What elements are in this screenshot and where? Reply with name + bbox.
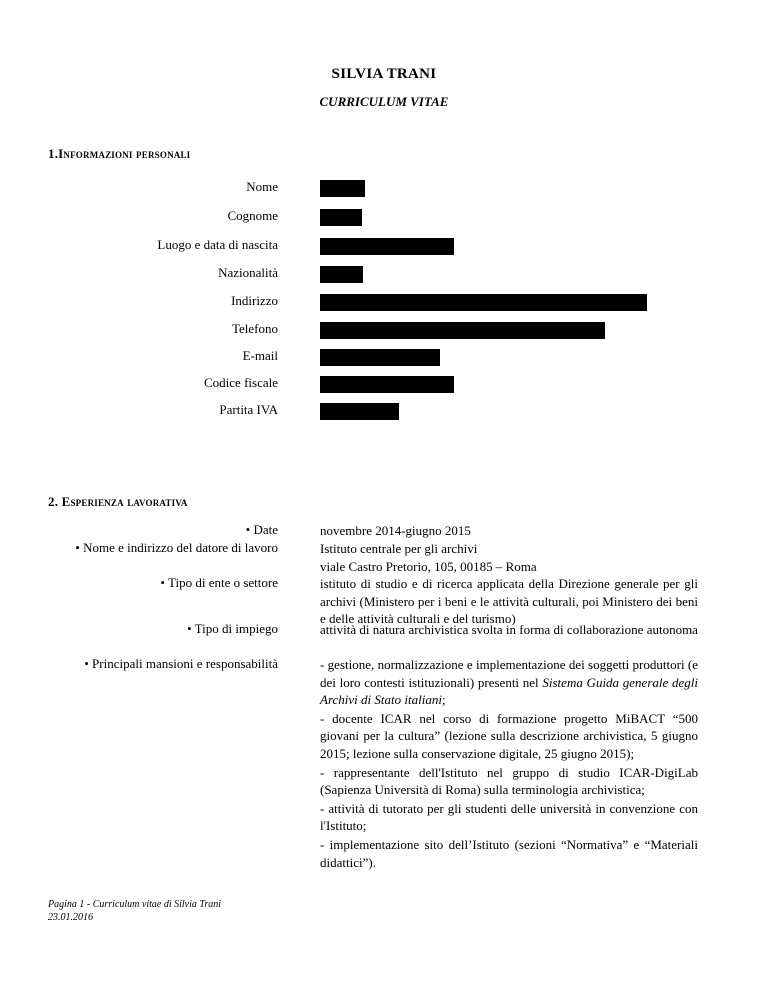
field-label: Nome [246,179,278,194]
field-label: Indirizzo [231,293,278,308]
section-personal-heading: 1.Informazioni personali [48,146,191,161]
value-employer-address: viale Castro Pretorio, 105, 00185 – Roma [320,559,537,574]
value-job-type: attività di natura archivistica svolta in forma di collaborazione autonoma [320,622,698,637]
field-label: Cognome [227,208,278,223]
redaction-bar [320,403,399,420]
field-label: Luogo e data di nascita [157,237,278,252]
field-label: Telefono [231,321,278,336]
label-duties: • Principali mansioni e responsabilità [84,656,278,671]
redaction-bar [320,238,454,255]
field-row-indirizzo [0,293,768,313]
redaction-bar [320,209,362,226]
field-row-cognome [0,208,768,228]
field-row-nazionalita [0,265,768,285]
redaction-bar [320,376,454,393]
duties-list [320,656,698,872]
redaction-bar [320,266,363,283]
redaction-bar [320,180,365,197]
duty-text: - gestione, normalizzazione e implementazione dei soggetti produttori (e dei loro contesti istituzionali) presenti nel [320,657,698,690]
redaction-bar [320,349,440,366]
field-row-nome [0,179,768,199]
label-sector: • Tipo di ente o settore [160,575,278,590]
field-row-email [0,348,768,368]
value-sector: istituto di studio e di ricerca applicata della Direzione generale per gli archivi (Ministero per i beni e le attività culturali, poi Ministero dei beni e delle attività culturali e del turismo) [320,576,698,627]
footer-date: 23.01.2016 [48,912,93,923]
duty-item: - implementazione sito dell’Istituto (sezioni “Normativa” e “Materiali didattici”). [320,836,698,870]
field-label: Codice fiscale [204,375,278,390]
duty-end: ; [441,692,446,708]
field-label: E-mail [242,348,278,363]
label-job-type: • Tipo di impiego [187,621,278,636]
cv-subtitle: CURRICULUM VITAE [319,94,449,109]
field-row-codice-fiscale [0,375,768,395]
field-row-nascita [0,237,768,257]
duty-item: - docente ICAR nel corso di formazione progetto MiBACT “500 giovani per la cultura” (lezione sulla descrizione archivistica, 5 giugno 2015; lezione sulla conservazione digitale, 25 giugno 2015); [320,710,698,761]
field-label: Partita IVA [219,402,278,417]
field-label: Nazionalità [218,265,278,280]
duty-item: - rappresentante dell'Istituto nel gruppo di studio ICAR-DigiLab (Sapienza Università di Roma) sulla terminologia archivistica; [320,764,698,798]
duty-item [320,656,698,709]
duty-italic-title: Sistema Guida generale degli Archivi di Stato italiani [320,674,698,708]
value-date: novembre 2014-giugno 2015 [320,523,471,538]
duty-item: - attività di tutorato per gli studenti delle università in convenzione con l'Istituto; [320,800,698,834]
footer-page-info: Pagina 1 - Curriculum vitae di Silvia Trani [48,899,222,910]
value-employer-name: Istituto centrale per gli archivi [320,541,478,556]
field-row-partita-iva [0,402,768,422]
redaction-bar [320,322,605,339]
label-date: • Date [245,522,278,537]
section-experience-heading: 2. Esperienza lavorativa [48,494,188,509]
field-row-telefono [0,321,768,341]
page-footer [48,898,221,924]
cv-owner-name: SILVIA TRANI [331,66,437,82]
redaction-bar [320,294,647,311]
label-employer: • Nome e indirizzo del datore di lavoro [75,540,278,555]
